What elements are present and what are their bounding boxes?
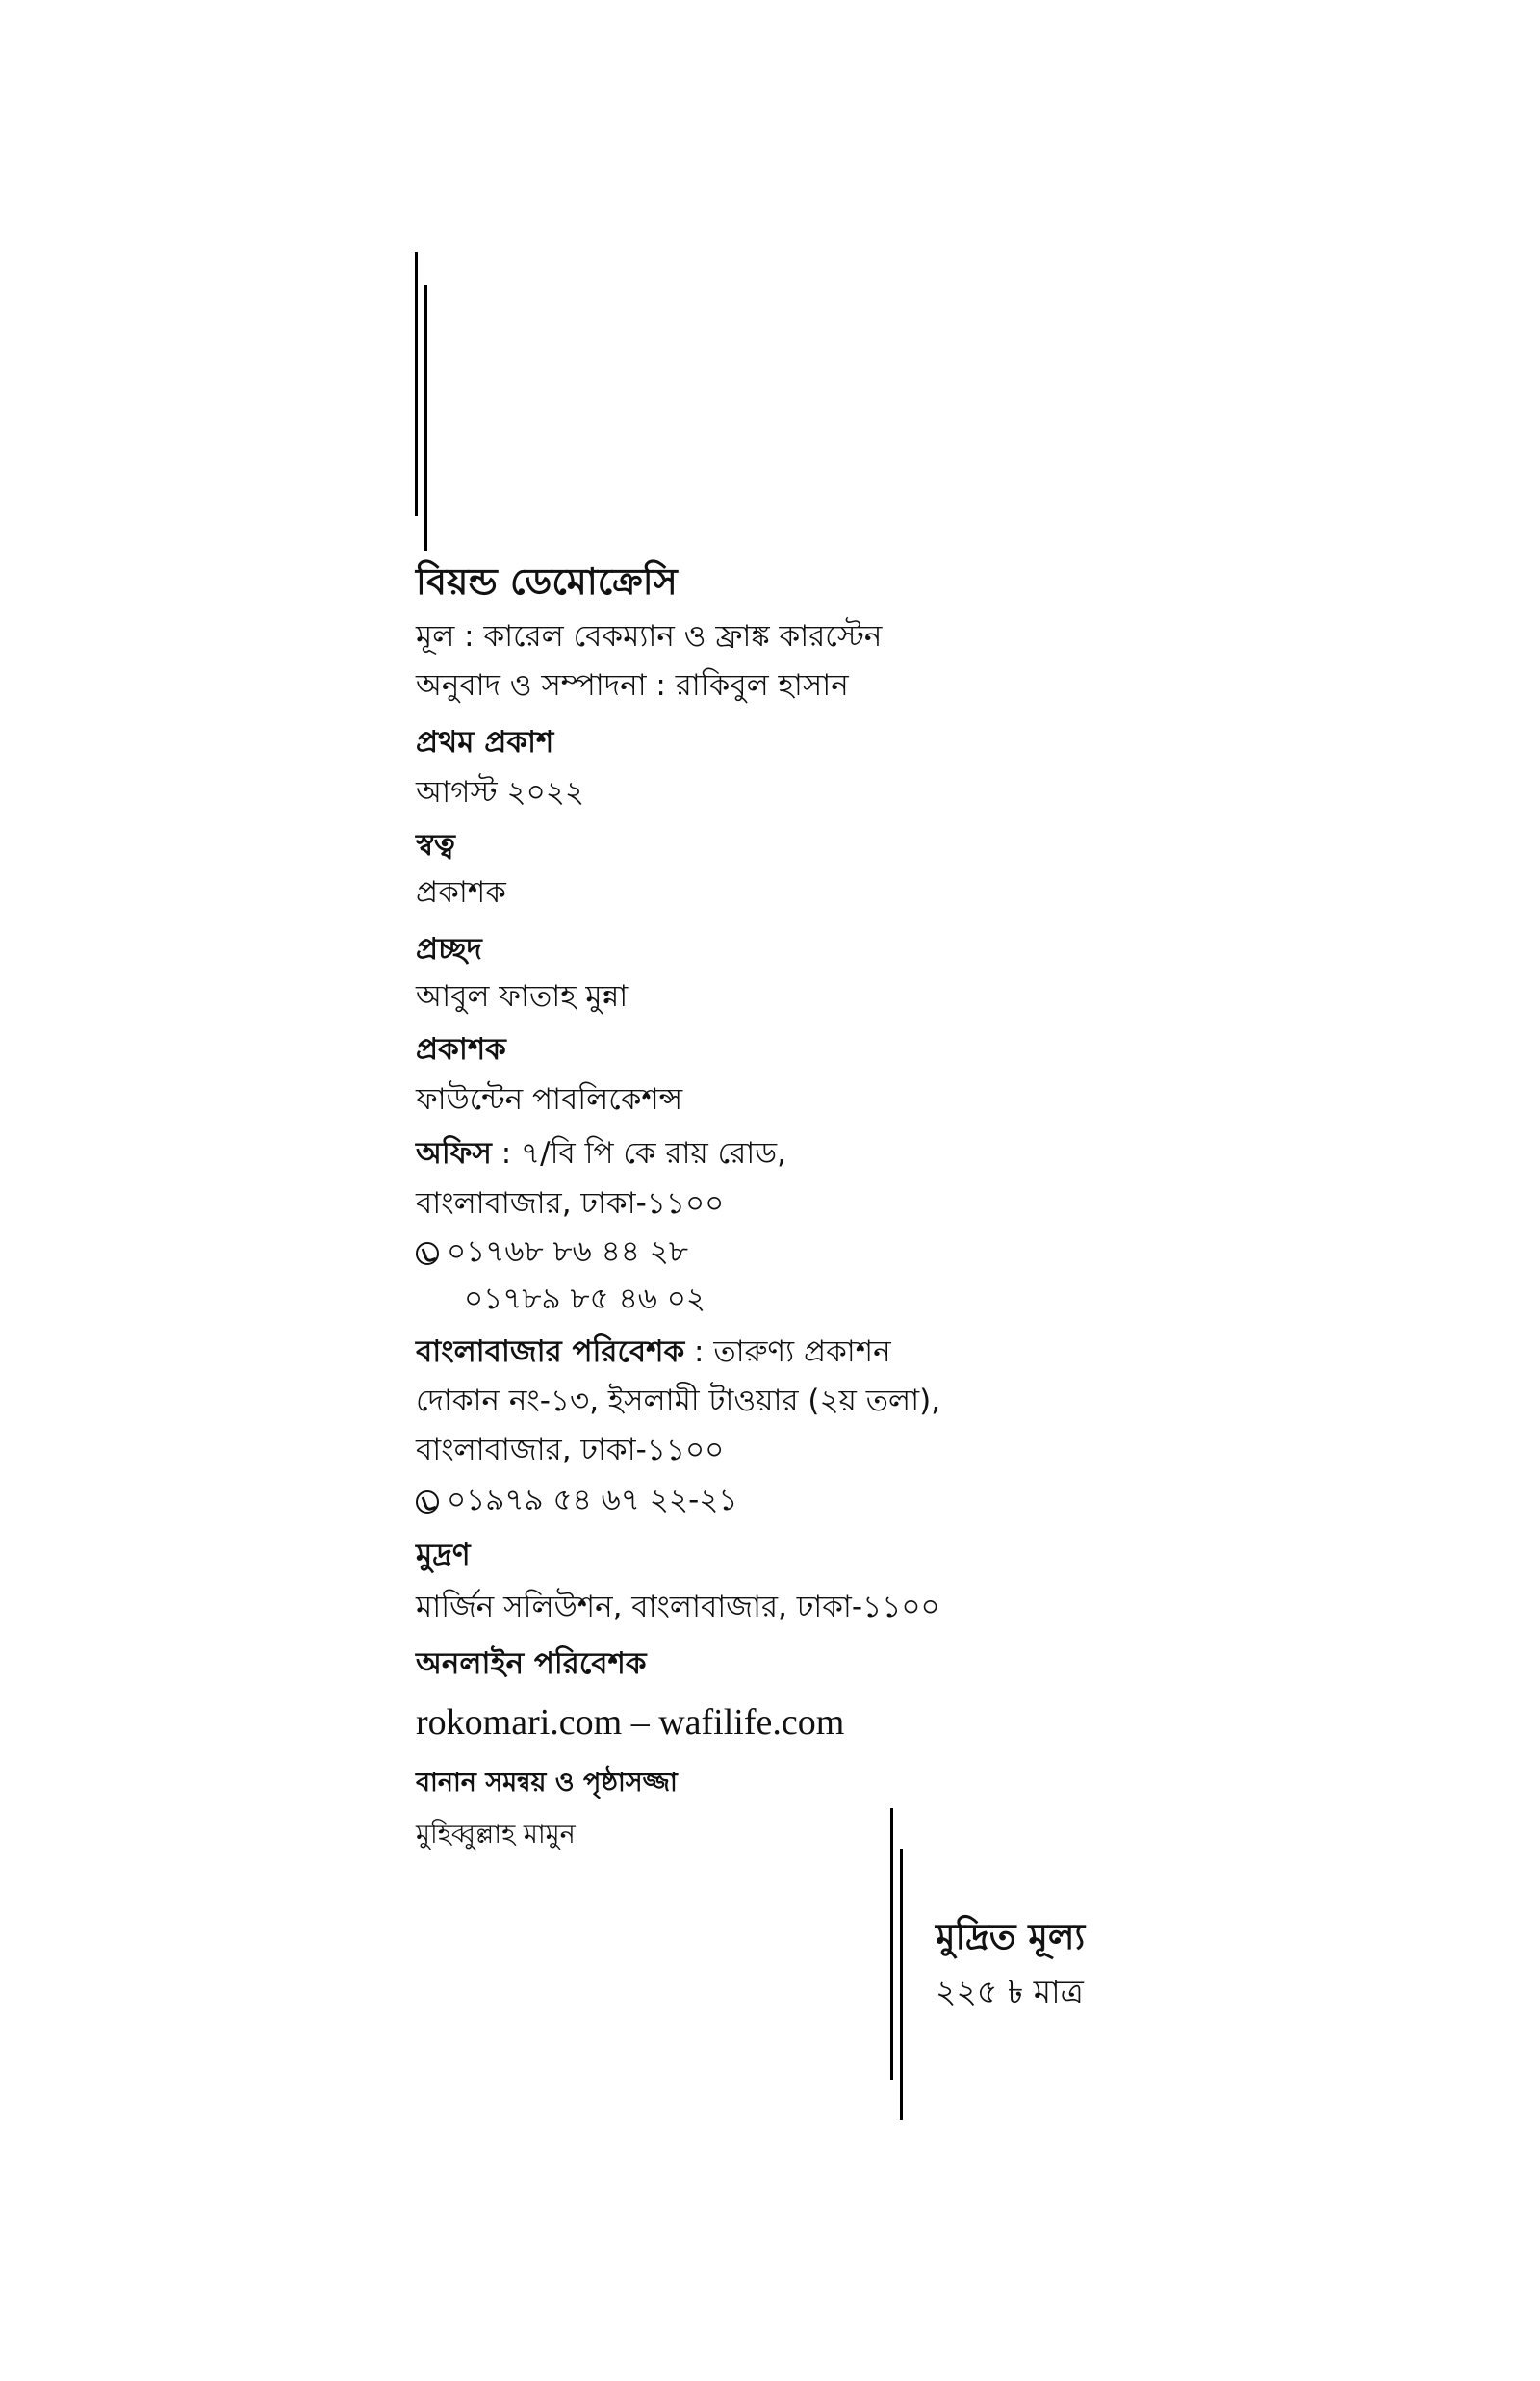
printing-value: মার্জিন সলিউশন, বাংলাবাজার, ঢাকা-১১০০ — [416, 1590, 940, 1624]
online-value: rokomari.com – wafilife.com — [416, 1702, 845, 1743]
price-label: মুদ্রিত মূল্য — [936, 1916, 1086, 1957]
publisher-label: প্রকাশক — [416, 1032, 506, 1067]
layout-value: মুহিব্বুল্লাহ মামুন — [416, 1820, 576, 1850]
office-label: অফিস — [416, 1136, 492, 1171]
office-address: : ৭/বি পি কে রায় রোড, — [491, 1136, 786, 1171]
translator: অনুবাদ ও সম্পাদনা : রাকিবুল হাসান — [416, 668, 849, 703]
top-rule-long — [415, 252, 418, 516]
cover-label: প্রচ্ছদ — [416, 932, 482, 967]
copyright-value: প্রকাশক — [416, 875, 506, 910]
price-rule-short — [900, 1849, 903, 2120]
printing-label: মুদ্রণ — [416, 1538, 471, 1572]
first-edition-label: প্রথম প্রকাশ — [416, 725, 554, 760]
distributor-name: : তারুণ্য প্রকাশন — [684, 1334, 891, 1369]
distributor-line3: বাংলাবাজার, ঢাকা-১১০০ — [416, 1433, 725, 1467]
top-rule-short — [424, 285, 427, 551]
office-phone2: ০১৭৮৯ ৮৫ ৪৬ ০২ — [464, 1281, 706, 1316]
layout-label: বানান সমন্বয় ও পৃষ্ঠাসজ্জা — [416, 1768, 678, 1798]
copyright-label: স্বত্ব — [416, 828, 455, 863]
office-line1 — [416, 1136, 786, 1171]
distributor-phone — [416, 1483, 738, 1517]
book-title: বিয়ন্ড ডেমোক্রেসি — [416, 560, 678, 603]
online-label: অনলাইন পরিবেশক — [416, 1646, 647, 1681]
office-phone1-number: ০১৭৬৮ ৮৬ ৪৪ ২৮ — [447, 1234, 689, 1269]
distributor-line1 — [416, 1334, 891, 1369]
cover-value: আবুল ফাতাহ মুন্না — [416, 979, 629, 1014]
publisher-value: ফাউন্টেন পাবলিকেশন্স — [416, 1082, 683, 1117]
distributor-line2: দোকান নং-১৩, ইসলামী টাওয়ার (২য় তলা), — [416, 1384, 941, 1418]
phone-icon — [416, 1490, 439, 1514]
distributor-label: বাংলাবাজার পরিবেশক — [416, 1334, 685, 1369]
phone-icon — [416, 1242, 439, 1265]
price-rule-long — [890, 1808, 893, 2080]
first-edition-value: আগস্ট ২০২২ — [416, 775, 585, 810]
original-authors: মূল : কারেল বেকম্যান ও ফ্রাঙ্ক কারস্টেন — [416, 619, 883, 654]
office-line2: বাংলাবাজার, ঢাকা-১১০০ — [416, 1186, 725, 1221]
distributor-phone-number: ০১৯৭৯ ৫৪ ৬৭ ২২-২১ — [447, 1483, 738, 1517]
price-value: ২২৫ ৳ মাত্র — [936, 1973, 1084, 2010]
office-phone1 — [416, 1234, 689, 1269]
